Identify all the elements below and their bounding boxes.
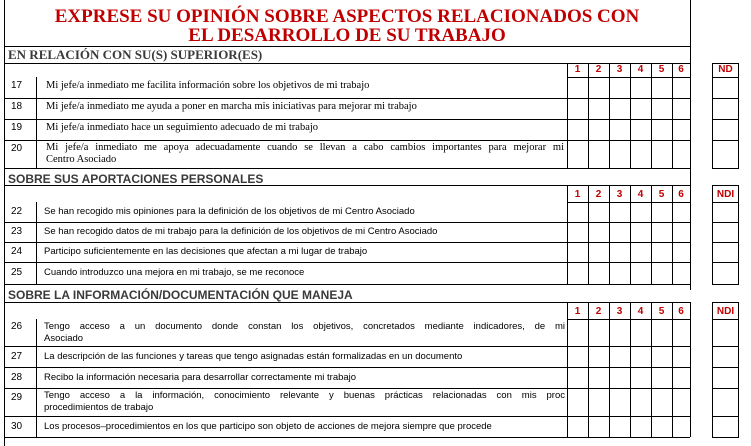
item-text: Mi jefe/a inmediato hace un seguimiento adecuado de mi trabajo bbox=[46, 122, 319, 133]
scale-label-5: 5 bbox=[658, 189, 665, 200]
scale-label-6: 6 bbox=[678, 64, 684, 75]
section-title-informacion: SOBRE LA INFORMACIÓN/DOCUMENTACIÓN QUE MANEJA bbox=[8, 288, 353, 302]
item-number: 26 bbox=[11, 321, 23, 332]
item-text: Tengo acceso a un documento donde constan los objetivos, concretados mediante indicadores, de mi bbox=[44, 321, 565, 332]
scale-label-3: 3 bbox=[616, 189, 623, 200]
response-cell[interactable] bbox=[589, 320, 609, 346]
ndi-label: NDI bbox=[716, 189, 735, 200]
item-number: 23 bbox=[11, 226, 23, 237]
item-text-continued: Asociado bbox=[44, 333, 84, 344]
response-cell[interactable] bbox=[568, 320, 588, 346]
item-number: 17 bbox=[11, 80, 23, 91]
scale-label-6: 6 bbox=[678, 306, 684, 317]
section-title-aportaciones: SOBRE SUS APORTACIONES PERSONALES bbox=[8, 172, 264, 186]
response-cell[interactable] bbox=[568, 78, 588, 98]
nd-cell[interactable] bbox=[713, 78, 739, 98]
scale-label-5: 5 bbox=[658, 64, 665, 75]
scale-label-4: 4 bbox=[637, 189, 644, 200]
ndi-cell[interactable] bbox=[713, 203, 739, 222]
response-cell[interactable] bbox=[652, 320, 672, 346]
item-number: 18 bbox=[11, 101, 23, 112]
response-cell[interactable] bbox=[589, 203, 609, 222]
item-text: Mi jefe/a inmediato me apoya adecuadamente cuando se llevan a cabo cambios importantes para mejorar mi bbox=[46, 142, 564, 153]
scale-label-1: 1 bbox=[574, 189, 581, 200]
response-cell[interactable] bbox=[610, 320, 630, 346]
item-text: Cuando introduzco una mejora en mi trabajo, se me reconoce bbox=[44, 267, 305, 278]
scale-label-1: 1 bbox=[574, 306, 581, 317]
item-number: 25 bbox=[11, 267, 23, 278]
scale-label-4: 4 bbox=[637, 64, 644, 75]
response-cell[interactable] bbox=[652, 78, 672, 98]
scale-label-3: 3 bbox=[616, 64, 623, 75]
scale-label-1: 1 bbox=[574, 64, 581, 75]
scale-label-4: 4 bbox=[637, 306, 644, 317]
ndi-label: NDI bbox=[716, 306, 735, 317]
item-number: 20 bbox=[11, 143, 23, 154]
item-text: Los procesos–procedimientos en los que participo son objeto de acciones de mejora siempre que procede bbox=[44, 421, 492, 432]
item-number: 28 bbox=[11, 372, 23, 383]
response-cell[interactable] bbox=[673, 320, 690, 346]
scale-label-2: 2 bbox=[595, 64, 602, 75]
item-text: Participo suficientemente en las decisiones que afectan a mi lugar de trabajo bbox=[44, 246, 368, 257]
response-cell[interactable] bbox=[673, 78, 690, 98]
response-cell[interactable] bbox=[631, 320, 651, 346]
response-cell[interactable] bbox=[652, 203, 672, 222]
response-cell[interactable] bbox=[673, 203, 690, 222]
item-number: 30 bbox=[11, 421, 23, 432]
scale-label-2: 2 bbox=[595, 306, 602, 317]
item-number: 29 bbox=[11, 392, 23, 403]
nd-label: ND bbox=[718, 64, 733, 75]
item-text: Recibo la información necesaria para desarrollar correctamente mi trabajo bbox=[44, 372, 357, 383]
item-text: Tengo acceso a la información, conocimiento relevante y buenas prácticas relacionadas con mis proc bbox=[44, 390, 565, 401]
ndi-cell[interactable] bbox=[713, 320, 739, 346]
response-cell[interactable] bbox=[568, 203, 588, 222]
item-text: Mi jefe/a inmediato me facilita información sobre los objetivos de mi trabajo bbox=[46, 80, 370, 91]
scale-label-3: 3 bbox=[616, 306, 623, 317]
item-number: 27 bbox=[11, 351, 23, 362]
response-cell[interactable] bbox=[610, 78, 630, 98]
response-cell[interactable] bbox=[631, 203, 651, 222]
item-number: 24 bbox=[11, 246, 23, 257]
page-title-line2: EL DESARROLLO DE SU TRABAJO bbox=[188, 25, 506, 46]
response-cell[interactable] bbox=[631, 78, 651, 98]
response-cell[interactable] bbox=[589, 78, 609, 98]
item-text: Se han recogido mis opiniones para la definición de los objetivos de mi Centro Asociado bbox=[44, 206, 415, 217]
response-cell[interactable] bbox=[610, 203, 630, 222]
item-text: Se han recogido datos de mi trabajo para la definición de los objetivos de mi Centro Asociado bbox=[44, 226, 438, 237]
scale-label-5: 5 bbox=[658, 306, 665, 317]
scale-label-6: 6 bbox=[678, 189, 684, 200]
item-text-continued: procedimientos de trabajo bbox=[44, 402, 154, 413]
item-number: 19 bbox=[11, 122, 23, 133]
item-number: 22 bbox=[11, 206, 23, 217]
page-title-line1: EXPRESE SU OPINIÓN SOBRE ASPECTOS RELACIONADOS CON bbox=[54, 6, 640, 27]
item-text: Mi jefe/a inmediato me ayuda a poner en marcha mis iniciativas para mejorar mi trabajo bbox=[46, 101, 417, 112]
item-text-continued: Centro Asociado bbox=[46, 154, 117, 165]
item-text: La descripción de las funciones y tareas que tengo asignadas están formalizadas en un documento bbox=[44, 351, 463, 362]
scale-label-2: 2 bbox=[595, 189, 602, 200]
section-title-superiores: EN RELACIÓN CON SU(S) SUPERIOR(ES) bbox=[8, 47, 263, 62]
